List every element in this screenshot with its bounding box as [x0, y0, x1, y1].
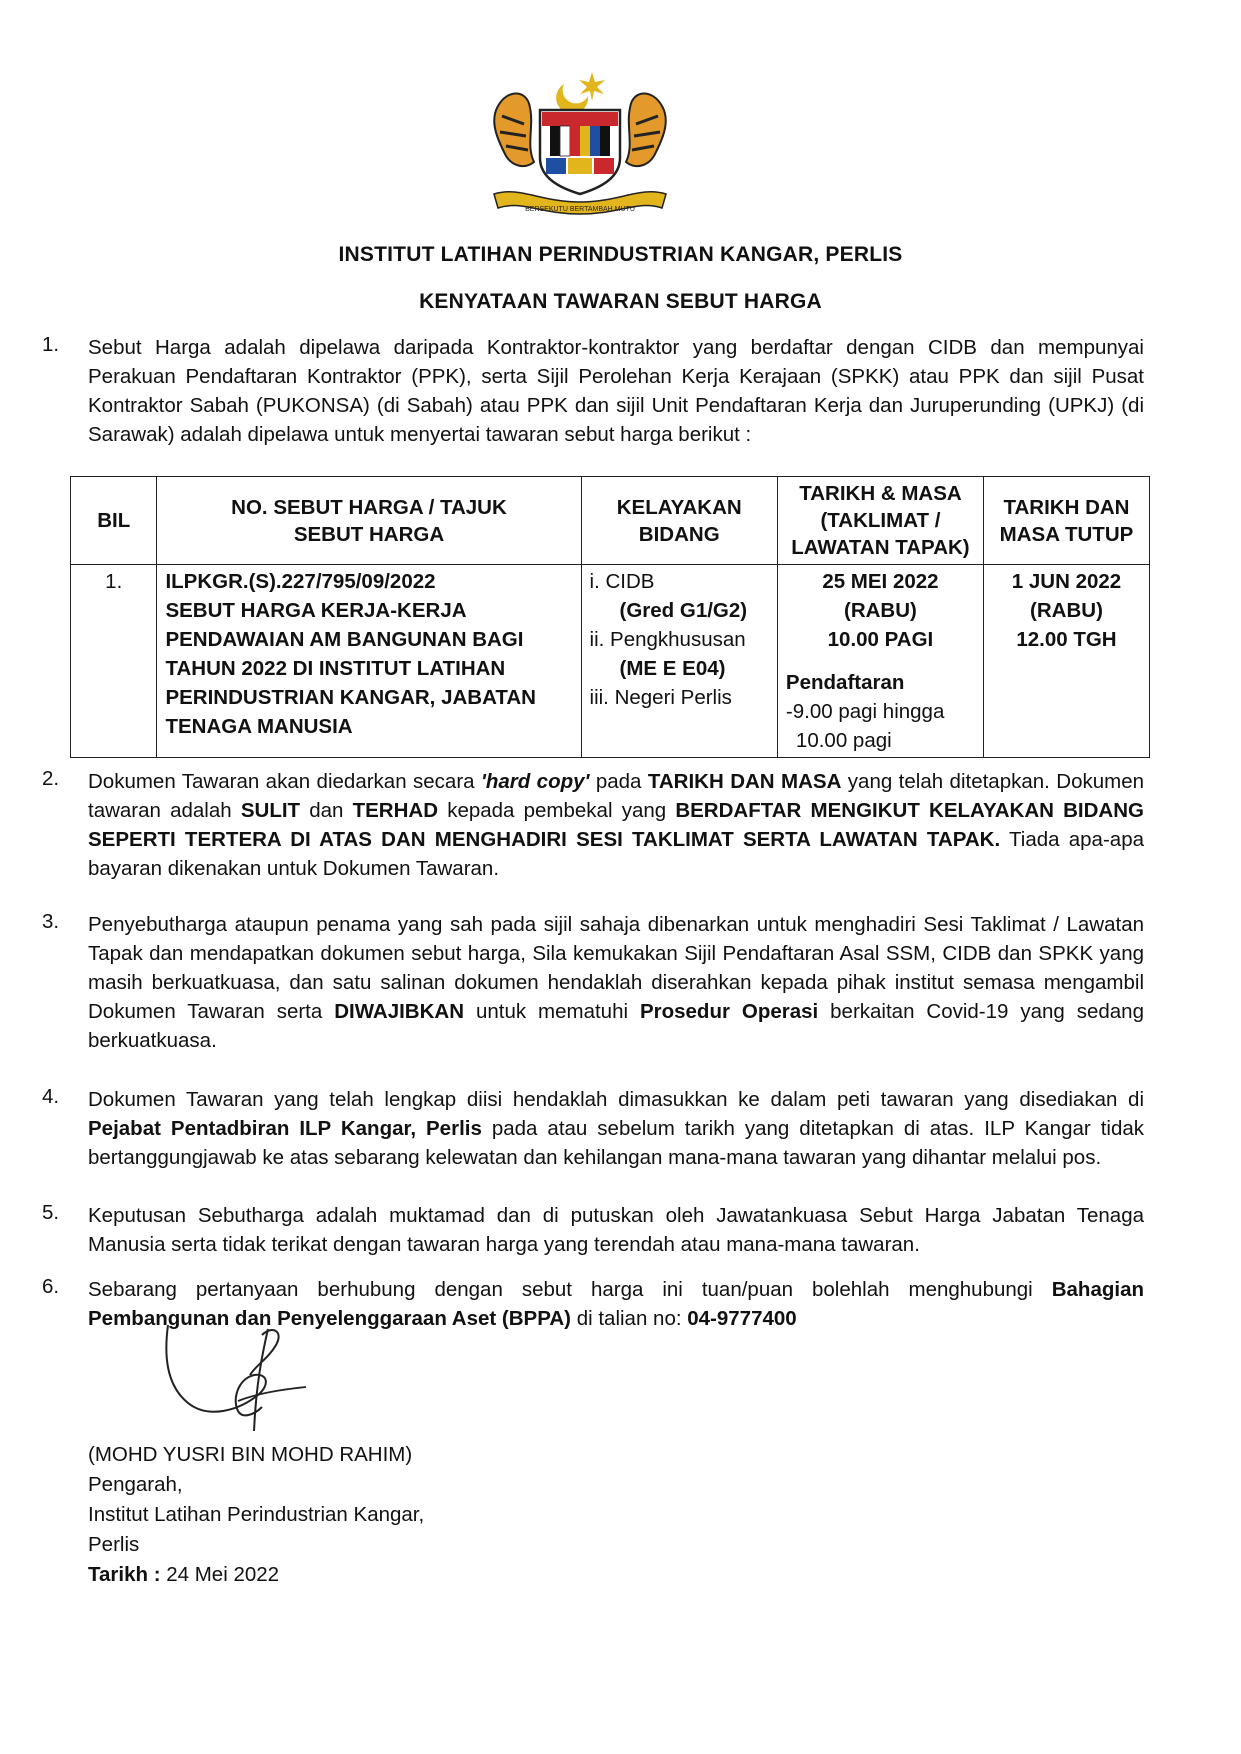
p2-text-3: yang telah ditetapkan. Dokumen tawaran adalah: [88, 770, 1145, 822]
paragraph-1-text: Sebut Harga adalah dipelawa daripada Kontraktor-kontraktor yang berdaftar dengan CIDB dan mempunyai Perakuan Pendaftaran Kontraktor (PPK), serta Sijil Perolehan Kerja Kerajaan (SPKK) atau PPK dan sijil Pusat Kontraktor Sabah (PUKONSA) (di Sabah) atau PPK dan sijil Unit Pendaftaran Kerja dan Juruperunding (UPKJ) (di Sarawak) adalah dipelawa untuk menyertai tawaran sebut harga berikut :: [88, 336, 1144, 446]
p2-text-6: Tiada apa-apa bayaran dikenakan untuk Dokumen Tawaran.: [88, 828, 1144, 880]
p3-text-3: berkaitan Covid-19 yang sedang berkuatkuasa.: [88, 1000, 1144, 1052]
crest-motto: BERSEKUTU BERTAMBAH MUTU: [525, 206, 635, 213]
cell-taklimat: [777, 565, 983, 758]
bidang-item-2: ii. Pengkhususan: [589, 628, 746, 651]
header-tutup-line1: TARIKH DAN: [1003, 495, 1130, 519]
p6-phone-number: 04-9777400: [687, 1307, 797, 1330]
p2-hard-copy: 'hard copy': [480, 770, 590, 793]
pendaftaran-label: Pendaftaran: [785, 671, 905, 694]
paragraph-4-text: [88, 1085, 1144, 1172]
header-taklimat-line1: TARIKH & MASA: [799, 482, 962, 505]
coat-of-arms-logo: [480, 66, 680, 216]
p6-text-1: Sebarang pertanyaan berhubung dengan sebut harga ini tuan/puan bolehlah menghubungi: [88, 1278, 1052, 1301]
paragraph-2-number: 2.: [42, 767, 60, 790]
cell-bil: 1.: [71, 565, 157, 758]
paragraph-3-text: [88, 910, 1144, 1055]
header-taklimat-line3: LAWATAN TAPAK): [791, 536, 970, 559]
p6-text-2: di talian no:: [571, 1307, 688, 1330]
cell-title-line5: TENAGA MANUSIA: [165, 715, 353, 738]
pendaftaran-time-2: 10.00 pagi: [795, 729, 892, 752]
p4-text-1: Dokumen Tawaran yang telah lengkap diisi hendaklah dimasukkan ke dalam peti tawaran yang disediakan di: [88, 1088, 1144, 1111]
date-value: 24 Mei 2022: [160, 1563, 280, 1586]
bidang-item-3: iii. Negeri Perlis: [589, 686, 732, 709]
p3-text-2: untuk mematuhi: [464, 1000, 640, 1023]
tutup-date: 1 JUN 2022: [1011, 570, 1122, 593]
bidang-item-2-detail: (ME E E04): [619, 657, 726, 680]
p2-text-1: Dokumen Tawaran akan diedarkan secara: [88, 770, 481, 793]
p4-text-2: pada atau sebelum tarikh yang ditetapkan di atas. ILP Kangar tidak bertanggungjawab ke atas sebarang kelewatan dan kehilangan mana-mana tawaran yang dihantar melalui pos.: [88, 1117, 1144, 1169]
date-label: Tarikh :: [88, 1563, 161, 1586]
p6-bold-bppa: Bahagian Pembangunan dan Penyelenggaraan Aset (BPPA): [88, 1278, 1144, 1330]
header-tajuk-line2: SEBUT HARGA: [293, 522, 445, 546]
cell-kelayakan: [581, 565, 777, 758]
cell-tutup: [983, 565, 1149, 758]
tutup-time: 12.00 TGH: [1016, 628, 1117, 651]
bidang-item-1-detail: (Gred G1/G2): [619, 599, 748, 622]
header-kelayakan-line2: BIDANG: [638, 522, 720, 546]
cell-tajuk: [157, 565, 581, 758]
taklimat-date: 25 MEI 2022: [822, 570, 939, 593]
table-row: [71, 565, 1150, 758]
header-kelayakan: [581, 477, 777, 565]
p4-bold-pejabat: Pejabat Pentadbiran ILP Kangar, Perlis: [88, 1117, 482, 1140]
cell-title-line4: PERINDUSTRIAN KANGAR, JABATAN: [165, 686, 536, 709]
p2-bold-tarikh: TARIKH DAN MASA: [647, 770, 842, 793]
p2-text-4: dan: [300, 799, 353, 822]
signatory-state: Perlis: [88, 1533, 140, 1556]
p3-bold-diwajibkan: DIWAJIBKAN: [334, 1000, 465, 1023]
paragraph-3-number: 3.: [42, 910, 60, 933]
taklimat-time: 10.00 PAGI: [827, 628, 934, 651]
cell-ref-no: ILPKGR.(S).227/795/09/2022: [165, 570, 436, 593]
paragraph-2-text: [88, 767, 1144, 883]
signatory-organisation: Institut Latihan Perindustrian Kangar,: [88, 1503, 425, 1526]
signatory-name: (MOHD YUSRI BIN MOHD RAHIM): [88, 1443, 413, 1466]
bidang-item-1: i. CIDB: [589, 570, 655, 593]
signature-block: [88, 1440, 424, 1590]
paragraph-4-number: 4.: [42, 1085, 60, 1108]
signatory-position: Pengarah,: [88, 1473, 183, 1496]
header-tajuk-line1: NO. SEBUT HARGA / TAJUK: [231, 495, 507, 519]
header-kelayakan-line1: KELAYAKAN: [616, 495, 742, 519]
pendaftaran-time-1: -9.00 pagi hingga: [785, 700, 945, 723]
taklimat-day: (RABU): [844, 599, 917, 622]
handwritten-signature: [158, 1315, 308, 1435]
header-tutup-line2: MASA TUTUP: [999, 522, 1134, 546]
header-bil: BIL: [71, 477, 157, 565]
paragraph-1-number: 1.: [42, 333, 60, 356]
p2-bold-berdaftar: BERDAFTAR MENGIKUT KELAYAKAN BIDANG SEPERTI TERTERA DI ATAS DAN MENGHADIRI SESI TAKLIMAT SERTA LAWATAN TAPAK.: [88, 799, 1144, 851]
header-taklimat-line2: (TAKLIMAT /: [820, 509, 941, 532]
p2-bold-terhad: TERHAD: [352, 799, 439, 822]
institution-heading: INSTITUT LATIHAN PERINDUSTRIAN KANGAR, PERLIS: [338, 243, 903, 266]
p2-text-5: kepada pembekal yang: [438, 799, 676, 822]
tutup-day: (RABU): [1030, 599, 1103, 622]
document-date: [88, 1560, 424, 1590]
paragraph-5-text: Keputusan Sebutharga adalah muktamad dan di putuskan oleh Jawatankuasa Sebut Harga Jabatan Tenaga Manusia serta tidak terikat dengan tawaran harga yang terendah atau mana-mana tawaran.: [88, 1204, 1144, 1256]
header-taklimat: [777, 477, 983, 565]
p3-text-1: Penyebutharga ataupun penama yang sah pada sijil sahaja dibenarkan untuk menghadiri Sesi Taklimat / Lawatan Tapak dan mendapatkan dokumen sebut harga, Sila kemukakan Sijil Pendaftaran Asal SSM, CIDB dan SPKK yang masih berkuatkuasa, dan satu salinan dokumen hendaklah diserahkan kepada pihak institut semasa mengambil Dokumen Tawaran serta: [88, 913, 1144, 1023]
p2-text-2: pada: [589, 770, 648, 793]
notice-title: KENYATAAN TAWARAN SEBUT HARGA: [419, 290, 822, 313]
table-header-row: [71, 477, 1150, 565]
cell-title-line2: PENDAWAIAN AM BANGUNAN BAGI: [165, 628, 524, 651]
cell-title-line3: TAHUN 2022 DI INSTITUT LATIHAN: [165, 657, 506, 680]
header-tutup: [983, 477, 1149, 565]
p3-bold-prosedur: Prosedur Operasi: [639, 1000, 819, 1023]
header-tajuk: [157, 477, 581, 565]
paragraph-5-number: 5.: [42, 1201, 60, 1224]
paragraph-6-number: 6.: [42, 1275, 60, 1298]
p2-bold-sulit: SULIT: [240, 799, 301, 822]
cell-title-line1: SEBUT HARGA KERJA-KERJA: [165, 599, 467, 622]
quotation-table: [70, 476, 1150, 758]
